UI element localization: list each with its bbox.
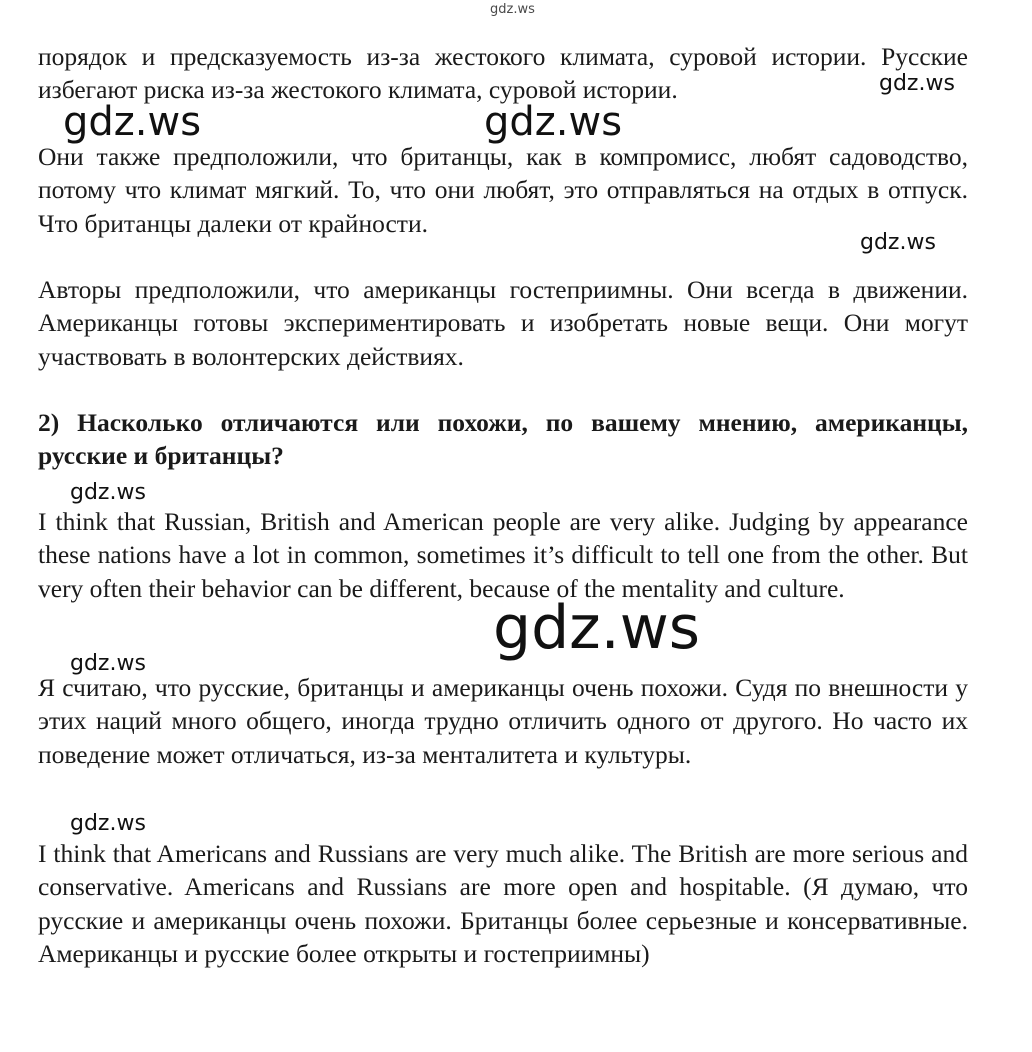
- watermark-left-3: gdz.ws: [70, 651, 146, 676]
- watermark-left-1: gdz.ws: [63, 99, 202, 145]
- paragraph-4: I think that Russian, British and American people are very alike. Judging by appearance these nations have a lot in common, sometimes it’s difficult to tell one from the other. But very often their behavior can be different, because of the mentality and culture.: [38, 507, 968, 603]
- watermark-right-2: gdz.ws: [860, 230, 936, 255]
- paragraph-5: Я считаю, что русские, британцы и американцы очень похожи. Судя по внешности у этих наций много общего, иногда трудно отличить одного от другого. Но часто их поведение может отличаться, из-за менталитета и культуры.: [38, 673, 968, 769]
- paragraph-1: порядок и предсказуемость из-за жестокого климата, суровой истории. Русские избегают риска из-за жестокого климата, суровой истории.: [38, 42, 968, 105]
- question-heading: 2) Насколько отличаются или похожи, по вашему мнению, американцы, русские и британцы?: [38, 408, 968, 471]
- watermark-left-2: gdz.ws: [70, 480, 146, 505]
- watermark-center-large: gdz.ws: [493, 593, 701, 663]
- watermark-left-4: gdz.ws: [70, 811, 146, 836]
- watermark-center-1: gdz.ws: [484, 99, 623, 145]
- paragraph-6: I think that Americans and Russians are very much alike. The British are more serious and conservative. Americans and Russians are more open and hospitable. (Я думаю, что русские и американцы очень похожи. Британцы более серьезные и консервативные. Американцы и русские более открыты и гостеприимны): [38, 839, 968, 968]
- watermark-right-1: gdz.ws: [879, 71, 955, 96]
- paragraph-3: Авторы предположили, что американцы гостеприимны. Они всегда в движении. Американцы готовы экспериментировать и изобретать новые вещи. Они могут участвовать в волонтерских действиях.: [38, 275, 968, 371]
- paragraph-2: Они также предположили, что британцы, как в компромисс, любят садоводство, потому что климат мягкий. То, что они любят, это отправляться на отдых в отпуск. Что британцы далеки от крайности.: [38, 142, 968, 238]
- watermark-top: gdz.ws: [490, 2, 535, 17]
